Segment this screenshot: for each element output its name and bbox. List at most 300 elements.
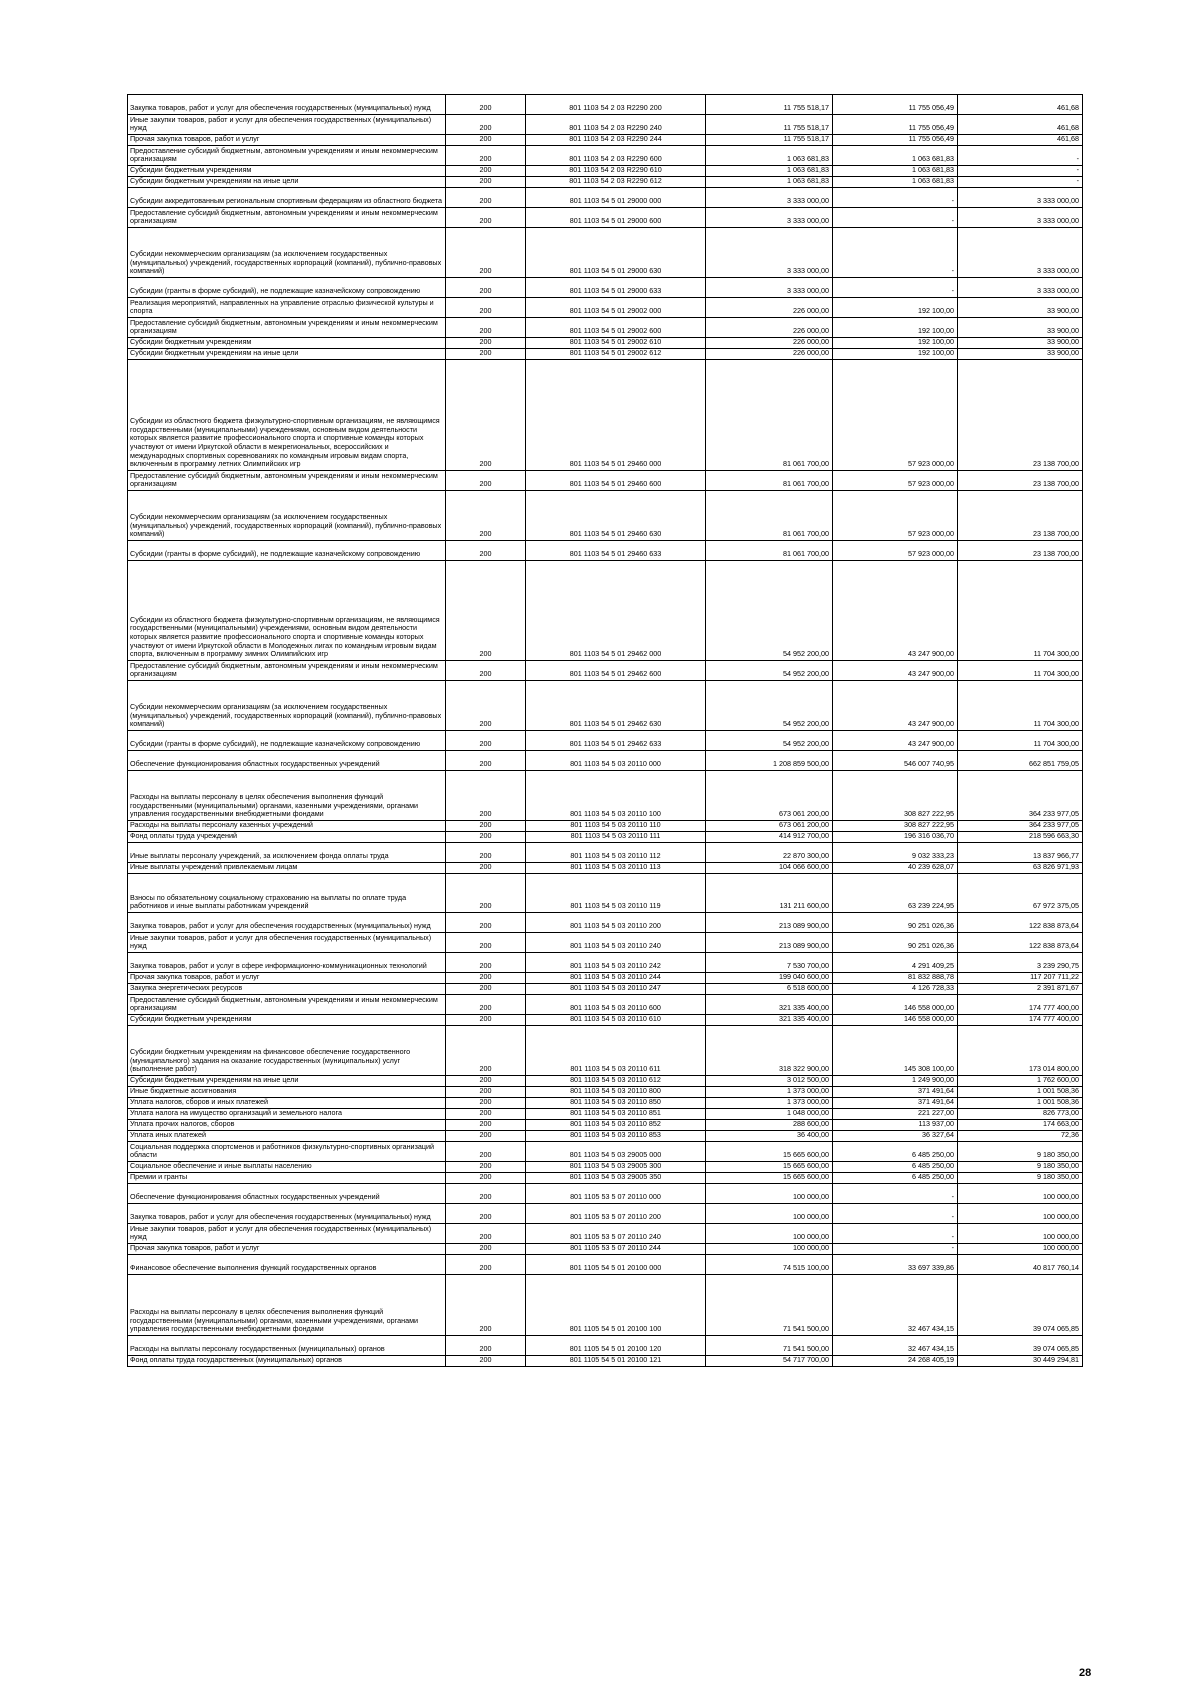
table-row — [128, 1098, 1083, 1109]
row-remainder-cell: 67 972 375,05 — [958, 874, 1083, 913]
row-remainder-cell: 23 138 700,00 — [958, 541, 1083, 561]
row-name-cell: Субсидии бюджетным учреждениям — [128, 338, 446, 349]
row-remainder-cell: 174 777 400,00 — [958, 1015, 1083, 1026]
row-executed-cell: 546 007 740,95 — [833, 751, 958, 771]
row-code-cell: 200 — [446, 1173, 526, 1184]
row-approved-cell: 321 335 400,00 — [706, 995, 833, 1015]
row-code-cell: 200 — [446, 1026, 526, 1076]
table-row — [128, 731, 1083, 751]
row-code-cell: 200 — [446, 661, 526, 681]
row-code-cell: 200 — [446, 318, 526, 338]
row-executed-cell: 192 100,00 — [833, 298, 958, 318]
row-executed-cell: 57 923 000,00 — [833, 491, 958, 541]
row-remainder-cell: 364 233 977,05 — [958, 771, 1083, 821]
row-name-cell: Субсидии бюджетным учреждениям — [128, 166, 446, 177]
table-row — [128, 1204, 1083, 1224]
row-remainder-cell: 100 000,00 — [958, 1224, 1083, 1244]
row-code-cell: 200 — [446, 681, 526, 731]
row-executed-cell: 192 100,00 — [833, 349, 958, 360]
row-code-cell: 200 — [446, 751, 526, 771]
row-code-cell: 200 — [446, 1275, 526, 1336]
row-remainder-cell: 33 900,00 — [958, 298, 1083, 318]
table-row — [128, 471, 1083, 491]
row-kbk-cell: 801 1103 54 5 03 20110 113 — [526, 863, 706, 874]
table-row — [128, 1076, 1083, 1087]
row-executed-cell: 192 100,00 — [833, 318, 958, 338]
row-remainder-cell: 100 000,00 — [958, 1204, 1083, 1224]
table-row — [128, 349, 1083, 360]
row-approved-cell: 15 665 600,00 — [706, 1173, 833, 1184]
row-name-cell: Социальная поддержка спортсменов и работников физкультурно-спортивных организаций области — [128, 1142, 446, 1162]
row-kbk-cell: 801 1103 54 5 01 29462 000 — [526, 561, 706, 661]
row-name-cell: Иные закупки товаров, работ и услуг для обеспечения государственных (муниципальных) нужд — [128, 1224, 446, 1244]
row-name-cell: Взносы по обязательному социальному страхованию на выплаты по оплате труда работников и иные выплаты работникам учреждений — [128, 874, 446, 913]
row-approved-cell: 213 089 900,00 — [706, 933, 833, 953]
table-row — [128, 863, 1083, 874]
row-approved-cell: 226 000,00 — [706, 298, 833, 318]
row-remainder-cell: - — [958, 166, 1083, 177]
row-remainder-cell: 23 138 700,00 — [958, 491, 1083, 541]
table-row — [128, 1244, 1083, 1255]
row-remainder-cell: 11 704 300,00 — [958, 731, 1083, 751]
row-approved-cell: 54 717 700,00 — [706, 1356, 833, 1367]
row-executed-cell: - — [833, 188, 958, 208]
row-name-cell: Субсидии некоммерческим организациям (за исключением государственных (муниципальных) учреждений, государственных корпораций (компаний), публично-правовых компаний) — [128, 228, 446, 278]
row-executed-cell: 57 923 000,00 — [833, 541, 958, 561]
table-row — [128, 1224, 1083, 1244]
row-kbk-cell: 801 1103 54 5 01 29000 600 — [526, 208, 706, 228]
row-name-cell: Субсидии аккредитованным региональным спортивным федерациям из областного бюджета — [128, 188, 446, 208]
row-name-cell: Фонд оплаты труда учреждений — [128, 832, 446, 843]
table-row — [128, 1336, 1083, 1356]
row-executed-cell: 308 827 222,95 — [833, 771, 958, 821]
row-code-cell: 200 — [446, 1255, 526, 1275]
row-executed-cell: 1 063 681,83 — [833, 146, 958, 166]
row-kbk-cell: 801 1103 54 2 03 R2290 610 — [526, 166, 706, 177]
row-kbk-cell: 801 1103 54 5 03 20110 242 — [526, 953, 706, 973]
row-executed-cell: 4 126 728,33 — [833, 984, 958, 995]
row-approved-cell: 673 061 200,00 — [706, 771, 833, 821]
row-kbk-cell: 801 1103 54 5 01 29002 610 — [526, 338, 706, 349]
row-executed-cell: 145 308 100,00 — [833, 1026, 958, 1076]
row-approved-cell: 199 040 600,00 — [706, 973, 833, 984]
table-row — [128, 913, 1083, 933]
row-approved-cell: 74 515 100,00 — [706, 1255, 833, 1275]
row-executed-cell: 4 291 409,25 — [833, 953, 958, 973]
row-kbk-cell: 801 1103 54 5 03 29005 350 — [526, 1173, 706, 1184]
row-code-cell: 200 — [446, 1162, 526, 1173]
row-remainder-cell: 9 180 350,00 — [958, 1173, 1083, 1184]
table-row — [128, 177, 1083, 188]
row-name-cell: Субсидии некоммерческим организациям (за исключением государственных (муниципальных) учреждений, государственных корпораций (компаний), публично-правовых компаний) — [128, 681, 446, 731]
row-code-cell: 200 — [446, 1224, 526, 1244]
row-code-cell: 200 — [446, 188, 526, 208]
row-remainder-cell: 9 180 350,00 — [958, 1142, 1083, 1162]
row-name-cell: Закупка товаров, работ и услуг для обеспечения государственных (муниципальных) нужд — [128, 1204, 446, 1224]
row-approved-cell: 1 063 681,83 — [706, 146, 833, 166]
row-kbk-cell: 801 1103 54 5 03 20110 000 — [526, 751, 706, 771]
row-kbk-cell: 801 1103 54 5 03 20110 612 — [526, 1076, 706, 1087]
row-approved-cell: 81 061 700,00 — [706, 360, 833, 471]
row-code-cell: 200 — [446, 1015, 526, 1026]
row-executed-cell: - — [833, 278, 958, 298]
row-name-cell: Иные закупки товаров, работ и услуг для обеспечения государственных (муниципальных) нужд — [128, 933, 446, 953]
row-kbk-cell: 801 1103 54 5 03 20110 853 — [526, 1131, 706, 1142]
row-remainder-cell: - — [958, 177, 1083, 188]
row-executed-cell: 6 485 250,00 — [833, 1162, 958, 1173]
row-name-cell: Уплата иных платежей — [128, 1131, 446, 1142]
row-approved-cell: 288 600,00 — [706, 1120, 833, 1131]
row-code-cell: 200 — [446, 298, 526, 318]
row-name-cell: Социальное обеспечение и иные выплаты населению — [128, 1162, 446, 1173]
row-executed-cell: 371 491,64 — [833, 1087, 958, 1098]
row-name-cell: Предоставление субсидий бюджетным, автономным учреждениям и иным некоммерческим организациям — [128, 208, 446, 228]
table-row — [128, 1026, 1083, 1076]
row-code-cell: 200 — [446, 843, 526, 863]
row-kbk-cell: 801 1105 54 5 01 20100 120 — [526, 1336, 706, 1356]
row-executed-cell: 9 032 333,23 — [833, 843, 958, 863]
row-name-cell: Обеспечение функционирования областных государственных учреждений — [128, 1184, 446, 1204]
row-kbk-cell: 801 1103 54 5 01 29462 630 — [526, 681, 706, 731]
table-row — [128, 1087, 1083, 1098]
row-code-cell: 200 — [446, 1356, 526, 1367]
table-row — [128, 1255, 1083, 1275]
row-executed-cell: 81 832 888,78 — [833, 973, 958, 984]
row-remainder-cell: 174 663,00 — [958, 1120, 1083, 1131]
table-row — [128, 338, 1083, 349]
row-kbk-cell: 801 1103 54 2 03 R2290 200 — [526, 95, 706, 115]
row-kbk-cell: 801 1103 54 5 03 20110 851 — [526, 1109, 706, 1120]
row-approved-cell: 1 373 000,00 — [706, 1087, 833, 1098]
row-code-cell: 200 — [446, 360, 526, 471]
row-executed-cell: 6 485 250,00 — [833, 1142, 958, 1162]
row-approved-cell: 81 061 700,00 — [706, 541, 833, 561]
row-executed-cell: 43 247 900,00 — [833, 731, 958, 751]
row-approved-cell: 11 755 518,17 — [706, 135, 833, 146]
row-approved-cell: 15 665 600,00 — [706, 1142, 833, 1162]
row-approved-cell: 54 952 200,00 — [706, 731, 833, 751]
table-row — [128, 166, 1083, 177]
row-kbk-cell: 801 1103 54 2 03 R2290 600 — [526, 146, 706, 166]
row-kbk-cell: 801 1103 54 5 03 20110 112 — [526, 843, 706, 863]
row-kbk-cell: 801 1103 54 5 01 29460 000 — [526, 360, 706, 471]
row-kbk-cell: 801 1103 54 5 03 29005 300 — [526, 1162, 706, 1173]
row-code-cell: 200 — [446, 166, 526, 177]
row-kbk-cell: 801 1105 54 5 01 20100 100 — [526, 1275, 706, 1336]
row-approved-cell: 1 048 000,00 — [706, 1109, 833, 1120]
table-body — [128, 95, 1083, 1367]
row-executed-cell: 43 247 900,00 — [833, 561, 958, 661]
row-executed-cell: 192 100,00 — [833, 338, 958, 349]
row-code-cell: 200 — [446, 146, 526, 166]
row-remainder-cell: 122 838 873,64 — [958, 913, 1083, 933]
row-approved-cell: 6 518 600,00 — [706, 984, 833, 995]
row-name-cell: Закупка товаров, работ и услуг для обеспечения государственных (муниципальных) нужд — [128, 913, 446, 933]
row-code-cell: 200 — [446, 1109, 526, 1120]
row-remainder-cell: 30 449 294,81 — [958, 1356, 1083, 1367]
table-row — [128, 1109, 1083, 1120]
row-executed-cell: - — [833, 1184, 958, 1204]
row-executed-cell: - — [833, 1224, 958, 1244]
table-row — [128, 1184, 1083, 1204]
table-row — [128, 360, 1083, 471]
row-approved-cell: 414 912 700,00 — [706, 832, 833, 843]
row-code-cell: 200 — [446, 1131, 526, 1142]
row-name-cell: Прочая закупка товаров, работ и услуг — [128, 973, 446, 984]
row-approved-cell: 131 211 600,00 — [706, 874, 833, 913]
row-kbk-cell: 801 1103 54 5 03 20110 119 — [526, 874, 706, 913]
table-row — [128, 995, 1083, 1015]
row-executed-cell: 6 485 250,00 — [833, 1173, 958, 1184]
row-approved-cell: 1 063 681,83 — [706, 177, 833, 188]
row-code-cell: 200 — [446, 135, 526, 146]
row-code-cell: 200 — [446, 984, 526, 995]
table-row — [128, 843, 1083, 863]
row-name-cell: Субсидии бюджетным учреждениям на финансовое обеспечение государственного (муниципального) задания на оказание государственных (муниципальных) услуг (выполнение работ) — [128, 1026, 446, 1076]
table-row — [128, 278, 1083, 298]
row-executed-cell: 146 558 000,00 — [833, 1015, 958, 1026]
table-row — [128, 491, 1083, 541]
row-name-cell: Закупка товаров, работ и услуг в сфере информационно-коммуникационных технологий — [128, 953, 446, 973]
row-code-cell: 200 — [446, 95, 526, 115]
row-name-cell: Уплата прочих налогов, сборов — [128, 1120, 446, 1131]
row-approved-cell: 3 012 500,00 — [706, 1076, 833, 1087]
row-code-cell: 200 — [446, 1098, 526, 1109]
row-name-cell: Предоставление субсидий бюджетным, автономным учреждениям и иным некоммерческим организациям — [128, 995, 446, 1015]
row-name-cell: Расходы на выплаты персоналу в целях обеспечения выполнения функций государственными (муниципальными) органами, казенными учреждениями, органами управления государственными внебюджетными фондами — [128, 1275, 446, 1336]
page-number: 28 — [1079, 1667, 1092, 1679]
table-row — [128, 541, 1083, 561]
row-remainder-cell: 461,68 — [958, 95, 1083, 115]
row-executed-cell: 308 827 222,95 — [833, 821, 958, 832]
row-approved-cell: 104 066 600,00 — [706, 863, 833, 874]
row-kbk-cell: 801 1103 54 5 01 29002 000 — [526, 298, 706, 318]
row-executed-cell: 63 239 224,95 — [833, 874, 958, 913]
row-remainder-cell: 23 138 700,00 — [958, 471, 1083, 491]
row-kbk-cell: 801 1105 54 5 01 20100 121 — [526, 1356, 706, 1367]
row-kbk-cell: 801 1103 54 2 03 R2290 240 — [526, 115, 706, 135]
row-executed-cell: 90 251 026,36 — [833, 933, 958, 953]
row-executed-cell: 11 755 056,49 — [833, 115, 958, 135]
row-approved-cell: 226 000,00 — [706, 349, 833, 360]
row-approved-cell: 54 952 200,00 — [706, 661, 833, 681]
row-code-cell: 200 — [446, 1244, 526, 1255]
table-row — [128, 1131, 1083, 1142]
row-approved-cell: 81 061 700,00 — [706, 471, 833, 491]
row-kbk-cell: 801 1103 54 5 03 20110 611 — [526, 1026, 706, 1076]
row-executed-cell: 221 227,00 — [833, 1109, 958, 1120]
row-kbk-cell: 801 1105 53 5 07 20110 244 — [526, 1244, 706, 1255]
row-code-cell: 200 — [446, 278, 526, 298]
row-approved-cell: 1 373 000,00 — [706, 1098, 833, 1109]
table-row — [128, 984, 1083, 995]
row-code-cell: 200 — [446, 821, 526, 832]
row-kbk-cell: 801 1103 54 5 01 29462 633 — [526, 731, 706, 751]
row-approved-cell: 1 063 681,83 — [706, 166, 833, 177]
row-executed-cell: 1 063 681,83 — [833, 166, 958, 177]
row-approved-cell: 318 322 900,00 — [706, 1026, 833, 1076]
row-approved-cell: 226 000,00 — [706, 318, 833, 338]
row-approved-cell: 100 000,00 — [706, 1204, 833, 1224]
row-name-cell: Иные выплаты персоналу учреждений, за исключением фонда оплаты труда — [128, 843, 446, 863]
row-code-cell: 200 — [446, 1087, 526, 1098]
row-executed-cell: 43 247 900,00 — [833, 661, 958, 681]
row-kbk-cell: 801 1103 54 5 03 20110 247 — [526, 984, 706, 995]
row-name-cell: Иные выплаты учреждений привлекаемым лицам — [128, 863, 446, 874]
row-remainder-cell: 23 138 700,00 — [958, 360, 1083, 471]
row-remainder-cell: - — [958, 146, 1083, 166]
row-remainder-cell: 1 762 600,00 — [958, 1076, 1083, 1087]
row-kbk-cell: 801 1103 54 5 03 20110 850 — [526, 1098, 706, 1109]
row-code-cell: 200 — [446, 1142, 526, 1162]
row-approved-cell: 15 665 600,00 — [706, 1162, 833, 1173]
row-remainder-cell: 117 207 711,22 — [958, 973, 1083, 984]
row-name-cell: Премии и гранты — [128, 1173, 446, 1184]
table-row — [128, 561, 1083, 661]
row-approved-cell: 36 400,00 — [706, 1131, 833, 1142]
row-kbk-cell: 801 1103 54 5 01 29460 633 — [526, 541, 706, 561]
row-executed-cell: 146 558 000,00 — [833, 995, 958, 1015]
row-executed-cell: 1 063 681,83 — [833, 177, 958, 188]
row-kbk-cell: 801 1103 54 2 03 R2290 612 — [526, 177, 706, 188]
row-approved-cell: 100 000,00 — [706, 1224, 833, 1244]
row-approved-cell: 54 952 200,00 — [706, 561, 833, 661]
row-kbk-cell: 801 1103 54 5 03 20110 600 — [526, 995, 706, 1015]
row-kbk-cell: 801 1103 54 5 03 20110 111 — [526, 832, 706, 843]
row-kbk-cell: 801 1103 54 5 03 29005 000 — [526, 1142, 706, 1162]
row-remainder-cell: 33 900,00 — [958, 349, 1083, 360]
row-name-cell: Обеспечение функционирования областных государственных учреждений — [128, 751, 446, 771]
row-kbk-cell: 801 1103 54 5 03 20110 800 — [526, 1087, 706, 1098]
row-code-cell: 200 — [446, 561, 526, 661]
row-kbk-cell: 801 1103 54 5 03 20110 244 — [526, 973, 706, 984]
row-executed-cell: 43 247 900,00 — [833, 681, 958, 731]
row-remainder-cell: 100 000,00 — [958, 1184, 1083, 1204]
table-row — [128, 318, 1083, 338]
row-approved-cell: 226 000,00 — [706, 338, 833, 349]
table-row — [128, 1162, 1083, 1173]
row-kbk-cell: 801 1103 54 5 01 29000 630 — [526, 228, 706, 278]
row-executed-cell: 196 316 036,70 — [833, 832, 958, 843]
row-executed-cell: 32 467 434,15 — [833, 1275, 958, 1336]
table-row — [128, 208, 1083, 228]
row-remainder-cell: 3 333 000,00 — [958, 228, 1083, 278]
row-executed-cell: 113 937,00 — [833, 1120, 958, 1131]
row-code-cell: 200 — [446, 731, 526, 751]
row-executed-cell: 32 467 434,15 — [833, 1336, 958, 1356]
table-row — [128, 661, 1083, 681]
table-row — [128, 1015, 1083, 1026]
row-code-cell: 200 — [446, 771, 526, 821]
row-kbk-cell: 801 1105 53 5 07 20110 000 — [526, 1184, 706, 1204]
row-name-cell: Субсидии бюджетным учреждениям на иные цели — [128, 177, 446, 188]
row-kbk-cell: 801 1103 54 5 01 29462 600 — [526, 661, 706, 681]
row-kbk-cell: 801 1105 53 5 07 20110 240 — [526, 1224, 706, 1244]
table-row — [128, 1275, 1083, 1336]
row-approved-cell: 71 541 500,00 — [706, 1336, 833, 1356]
row-kbk-cell: 801 1103 54 5 01 29002 600 — [526, 318, 706, 338]
row-executed-cell: - — [833, 208, 958, 228]
row-name-cell: Субсидии (гранты в форме субсидий), не подлежащие казначейскому сопровождению — [128, 278, 446, 298]
row-name-cell: Субсидии бюджетным учреждениям — [128, 1015, 446, 1026]
row-remainder-cell: 72,36 — [958, 1131, 1083, 1142]
row-code-cell: 200 — [446, 177, 526, 188]
row-remainder-cell: 33 900,00 — [958, 318, 1083, 338]
table-row — [128, 228, 1083, 278]
row-remainder-cell: 122 838 873,64 — [958, 933, 1083, 953]
row-name-cell: Субсидии из областного бюджета физкультурно-спортивным организациям, не являющимся государственными (муниципальными) учреждениями, основным видом деятельности которых является развитие профессионального спорта и спортивные команды которых участвуют от имени Иркутской области в межрегиональных, всероссийских и международных спортивных соревнованиях по командным игровым видам спорта, включенным в программу летних Олимпийских игр — [128, 360, 446, 471]
row-remainder-cell: 2 391 871,67 — [958, 984, 1083, 995]
table-row — [128, 681, 1083, 731]
row-code-cell: 200 — [446, 874, 526, 913]
row-name-cell: Реализация мероприятий, направленных на управление отраслью физической культуры и спорта — [128, 298, 446, 318]
row-remainder-cell: 63 826 971,93 — [958, 863, 1083, 874]
row-kbk-cell: 801 1103 54 5 03 20110 240 — [526, 933, 706, 953]
row-remainder-cell: 1 001 508,36 — [958, 1098, 1083, 1109]
row-executed-cell: 40 239 628,07 — [833, 863, 958, 874]
row-approved-cell: 81 061 700,00 — [706, 491, 833, 541]
row-name-cell: Уплата налогов, сборов и иных платежей — [128, 1098, 446, 1109]
row-remainder-cell: 3 239 290,75 — [958, 953, 1083, 973]
row-name-cell: Закупка товаров, работ и услуг для обеспечения государственных (муниципальных) нужд — [128, 95, 446, 115]
table-row — [128, 188, 1083, 208]
row-remainder-cell: 218 596 663,30 — [958, 832, 1083, 843]
row-name-cell: Расходы на выплаты персоналу государственных (муниципальных) органов — [128, 1336, 446, 1356]
row-remainder-cell: 100 000,00 — [958, 1244, 1083, 1255]
row-executed-cell: 90 251 026,36 — [833, 913, 958, 933]
row-name-cell: Субсидии из областного бюджета физкультурно-спортивным организациям, не являющимся государственными (муниципальными) учреждениями, основным видом деятельности которых является развитие профессионального спорта и спортивные команды которых участвуют от имени Иркутской области в Молодежных лигах по командным игровым видам спорта, включенным в программу зимних Олимпийских игр — [128, 561, 446, 661]
row-approved-cell: 3 333 000,00 — [706, 208, 833, 228]
row-executed-cell: 57 923 000,00 — [833, 360, 958, 471]
row-code-cell: 200 — [446, 115, 526, 135]
row-kbk-cell: 801 1103 54 5 03 20110 610 — [526, 1015, 706, 1026]
row-name-cell: Субсидии бюджетным учреждениям на иные цели — [128, 349, 446, 360]
row-approved-cell: 673 061 200,00 — [706, 821, 833, 832]
row-name-cell: Расходы на выплаты персоналу казенных учреждений — [128, 821, 446, 832]
row-code-cell: 200 — [446, 863, 526, 874]
row-approved-cell: 11 755 518,17 — [706, 115, 833, 135]
table-row — [128, 874, 1083, 913]
row-name-cell: Расходы на выплаты персоналу в целях обеспечения выполнения функций государственными (муниципальными) органами, казенными учреждениями, органами управления государственными внебюджетными фондами — [128, 771, 446, 821]
row-remainder-cell: 11 704 300,00 — [958, 561, 1083, 661]
table-row — [128, 298, 1083, 318]
table-row — [128, 95, 1083, 115]
row-code-cell: 200 — [446, 1076, 526, 1087]
row-approved-cell: 3 333 000,00 — [706, 188, 833, 208]
row-code-cell: 200 — [446, 349, 526, 360]
row-name-cell: Предоставление субсидий бюджетным, автономным учреждениям и иным некоммерческим организациям — [128, 318, 446, 338]
row-approved-cell: 54 952 200,00 — [706, 681, 833, 731]
table-row — [128, 1142, 1083, 1162]
row-approved-cell: 11 755 518,17 — [706, 95, 833, 115]
row-kbk-cell: 801 1103 54 5 01 29000 633 — [526, 278, 706, 298]
row-remainder-cell: 174 777 400,00 — [958, 995, 1083, 1015]
row-remainder-cell: 33 900,00 — [958, 338, 1083, 349]
row-remainder-cell: 40 817 760,14 — [958, 1255, 1083, 1275]
row-name-cell: Предоставление субсидий бюджетным, автономным учреждениям и иным некоммерческим организациям — [128, 471, 446, 491]
row-kbk-cell: 801 1103 54 5 01 29460 630 — [526, 491, 706, 541]
row-kbk-cell: 801 1105 53 5 07 20110 200 — [526, 1204, 706, 1224]
row-executed-cell: - — [833, 228, 958, 278]
row-code-cell: 200 — [446, 913, 526, 933]
row-name-cell: Уплата налога на имущество организаций и земельного налога — [128, 1109, 446, 1120]
row-remainder-cell: 39 074 065,85 — [958, 1275, 1083, 1336]
table-row — [128, 115, 1083, 135]
row-remainder-cell: 3 333 000,00 — [958, 278, 1083, 298]
row-code-cell: 200 — [446, 228, 526, 278]
row-approved-cell: 100 000,00 — [706, 1184, 833, 1204]
row-approved-cell: 3 333 000,00 — [706, 278, 833, 298]
